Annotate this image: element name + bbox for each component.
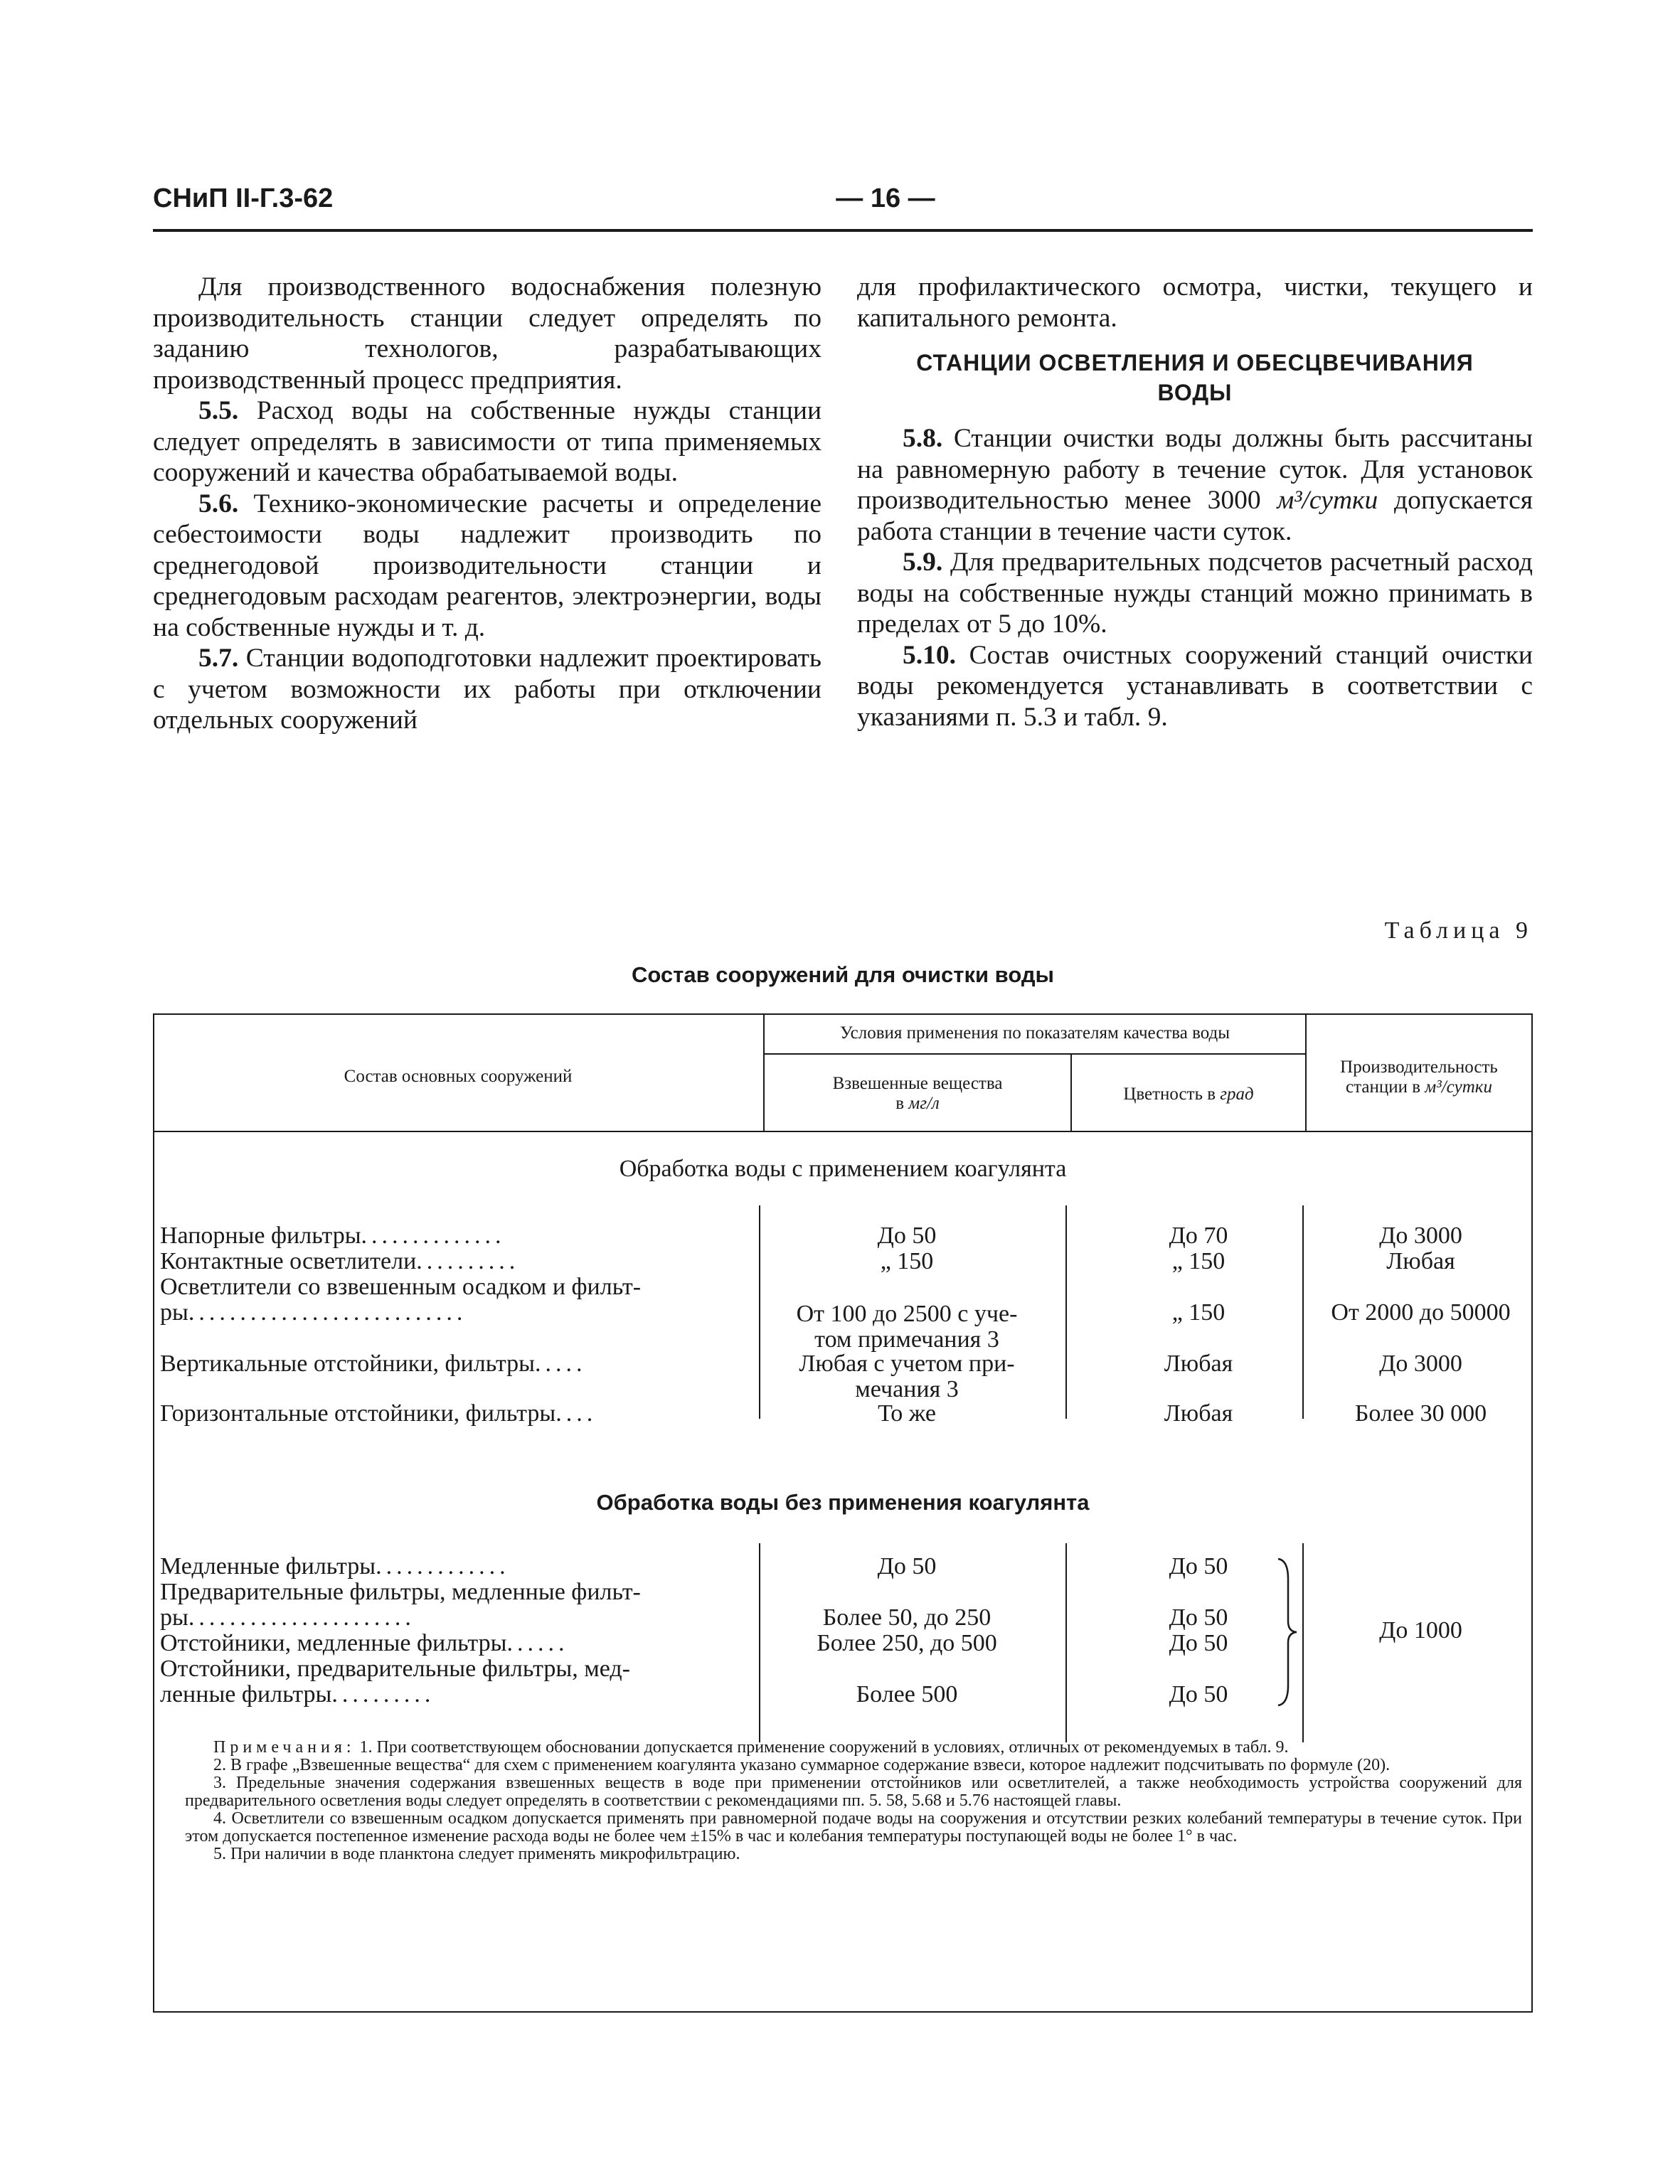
table-notes [185, 1739, 1522, 1863]
cell-capacity: До 3000 [1379, 1222, 1462, 1249]
paragraph-5-9 [857, 547, 1533, 640]
clause-number: 5.9. [903, 548, 943, 577]
table-top-rule [153, 1013, 1533, 1015]
note-2 [185, 1757, 1522, 1774]
leader-dots: .......... [331, 1681, 435, 1708]
table-bottom-rule [153, 2011, 1533, 2013]
paragraph-5-10 [857, 640, 1533, 733]
row-name-text: Осветлители со взвешенным осадком и фильт- [160, 1274, 642, 1300]
header-text: Взвешенные вещества [832, 1074, 1003, 1093]
cell-color: „ 150 [1171, 1248, 1226, 1274]
section-heading [857, 348, 1533, 407]
row-name-text: Напорные фильтры [160, 1223, 361, 1249]
row-name-text: Отстойники, медленные фильтры [160, 1631, 507, 1656]
row-name-text: Отстойники, предварительные фильтры, мед- [160, 1656, 631, 1682]
cell-suspended [765, 1351, 1049, 1402]
paragraph-text: Станции водоподготовки надлежит проектировать с учетом возможности их работы при отключении отдельных сооружений [153, 644, 822, 735]
row-name-text: ры [160, 1299, 188, 1326]
header-text: Производительность [1340, 1058, 1498, 1077]
cell-capacity: От 2000 до 50000 [1331, 1299, 1511, 1326]
clause-number: 5.6. [198, 489, 239, 518]
clause-number: 5.8. [903, 424, 943, 453]
cell-suspended: До 50 [877, 1222, 937, 1249]
header-conditions: Условия применения по показателям качества воды [839, 1023, 1230, 1043]
header-text: в [895, 1094, 904, 1113]
cell-color: Любая [1164, 1351, 1233, 1377]
note-4 [185, 1810, 1522, 1845]
clause-number: 5.7. [198, 644, 239, 673]
row-name-text: Предварительные фильтры, медленные фильт- [160, 1580, 641, 1605]
cell-text: мечания 3 [855, 1376, 959, 1402]
paragraph-text: Для производственного водоснабжения полезную производительность станции следует определять по заданию технологов, разрабатывающих производственный процесс предприятия. [153, 272, 822, 395]
cell-suspended: Более 250, до 500 [817, 1630, 997, 1656]
header-rule [153, 229, 1533, 232]
leader-dots: .... [555, 1401, 597, 1427]
row-name-text: Контактные осветлители [160, 1249, 417, 1274]
paragraph-text: Для предварительных подсчетов расчетный расход воды на собственные нужды станций можно принимать в пределах от 5 до 10%. [857, 548, 1533, 639]
note-text: 2. В графе „Взвешенные вещества“ для схем с применением коагулянта указано суммарное содержание взвеси, которое надлежит подсчитывать по формуле (20). [213, 1756, 1391, 1774]
paragraph-5-6 [153, 489, 822, 644]
row-name-text: Вертикальные отстойники, фильтры [160, 1351, 536, 1377]
page-number: — 16 — [836, 183, 935, 213]
cell-text: Любая с учетом при- [799, 1351, 1015, 1377]
section-heading-line: СТАНЦИИ ОСВЕТЛЕНИЯ И ОБЕСЦВЕЧИВАНИЯ [916, 350, 1474, 375]
leader-dots: ...................... [188, 1604, 415, 1631]
cell-suspended: Более 500 [856, 1681, 958, 1708]
cell-suspended: Более 50, до 250 [822, 1604, 991, 1631]
cell-capacity-group: До 1000 [1379, 1617, 1462, 1644]
paragraph [857, 272, 1533, 334]
header-composition: Состав основных сооружений [344, 1067, 573, 1086]
note-1 [185, 1739, 1522, 1757]
row-name-text: Горизонтальные отстойники, фильтры [160, 1401, 556, 1427]
cell-text: том примечания 3 [814, 1326, 999, 1353]
table-9 [153, 1013, 1533, 2013]
leader-dots: ..... [535, 1351, 587, 1377]
cell-suspended [765, 1301, 1049, 1353]
header-subrule [763, 1053, 1305, 1055]
table-title: Состав сооружений для очистки воды [632, 962, 1054, 987]
paragraph-text: Станции очистки воды должны быть рассчитаны на равномерную работу в течение суток. Для установок производительностью менее 3000 [857, 424, 1533, 515]
paragraph-5-7 [153, 643, 822, 736]
cell-capacity: Более 30 000 [1354, 1400, 1487, 1427]
section-heading-line: ВОДЫ [1157, 380, 1233, 405]
section-title-with-coagulant: Обработка воды с применением коагулянта [619, 1156, 1067, 1182]
leader-dots: .......... [416, 1249, 520, 1274]
header-color [1072, 1085, 1305, 1104]
left-text-column [153, 272, 822, 736]
note-text: 3. Предельные значения содержания взвешенных веществ в воде при применении отстойников или осветлителей, а также необходимость устройства сооружений для предварительного осветления воды следует определять в соответствии с рекомендациями пп. 5. 58, 5.68 и 5.76 настоящей главы. [185, 1774, 1522, 1810]
leader-dots: ............. [376, 1554, 510, 1580]
note-3 [185, 1774, 1522, 1810]
unit-text: град [1220, 1085, 1254, 1104]
cell-suspended: До 50 [877, 1553, 937, 1580]
header-text: Цветность в [1123, 1085, 1216, 1104]
leader-dots: ........................... [188, 1299, 467, 1326]
header-suspended [765, 1074, 1070, 1114]
cell-suspended: „ 150 [880, 1248, 934, 1274]
page-header [153, 183, 1533, 226]
note-text: 1. При соответствующем обосновании допускается применение сооружений в условиях, отличных от рекомендуемых в табл. 9. [359, 1738, 1289, 1757]
document-code: СНиП II-Г.3-62 [153, 183, 334, 213]
row-name-text: ленные фильтры [160, 1681, 332, 1708]
table-number: Таблица 9 [1384, 917, 1533, 944]
cell-text: От 100 до 2500 с уче- [796, 1301, 1018, 1327]
cell-capacity: Любая [1386, 1248, 1455, 1274]
clause-number: 5.10. [903, 640, 956, 670]
leader-dots: ...... [506, 1631, 569, 1656]
clause-number: 5.5. [198, 396, 239, 425]
paragraph-5-5 [153, 395, 822, 489]
paragraph-text: допускается работа станции в течение части суток. [857, 486, 1533, 546]
row-name-text: Медленные фильтры [160, 1554, 376, 1580]
right-text-column [857, 272, 1533, 733]
column-divider [1065, 1205, 1067, 1419]
section-title-without-coagulant: Обработка воды без применения коагулянта [596, 1490, 1090, 1515]
cell-color: До 70 [1169, 1222, 1228, 1249]
cell-color: До 50 [1169, 1681, 1228, 1708]
note-5 [185, 1845, 1522, 1863]
cell-color: До 50 [1169, 1604, 1228, 1631]
row-name-text: ры [160, 1604, 188, 1631]
notes-label: Примечания: [213, 1738, 356, 1757]
paragraph-text: Технико-экономические расчеты и определение себестоимости воды надлежит производить по среднегодовой производительности станции и среднегодовым расходам реагентов, электроэнергии, воды на собственные нужды и т. д. [153, 489, 822, 642]
unit-text: м³/сутки [1277, 486, 1378, 515]
cell-color: До 50 [1169, 1553, 1228, 1580]
unit-text: мг/л [908, 1094, 940, 1113]
unit-text: м³/сутки [1425, 1077, 1492, 1097]
paragraph-text: Состав очистных сооружений станций очистки воды рекомендуется устанавливать в соответствии с указаниями п. 5.3 и табл. 9. [857, 640, 1533, 732]
paragraph-text: Расход воды на собственные нужды станции следует определять в зависимости от типа применяемых сооружений и качества обрабатываемой воды. [153, 396, 822, 487]
note-text: 4. Осветлители со взвешенным осадком допускается применять при равномерной подаче воды на сооружения и отсутствии резких колебаний температуры в течение суток. При этом допускается постепенное изменение расхода воды не более чем ±15% в час и колебания температуры поступающей воды не более 1° в час. [185, 1809, 1522, 1845]
header-text: станции в [1346, 1077, 1421, 1097]
paragraph [153, 272, 822, 395]
cell-color: „ 150 [1171, 1299, 1226, 1326]
column-divider [1065, 1543, 1067, 1742]
cell-capacity: До 3000 [1379, 1351, 1462, 1377]
paragraph-text: для профилактического осмотра, чистки, текущего и капитального ремонта. [857, 272, 1533, 333]
cell-color: До 50 [1169, 1630, 1228, 1656]
leader-dots: .............. [361, 1223, 506, 1249]
cell-color: Любая [1164, 1400, 1233, 1427]
note-text: 5. При наличии в воде планктона следует применять микрофильтрацию. [213, 1845, 740, 1863]
cell-suspended: То же [878, 1400, 936, 1427]
paragraph-5-8 [857, 423, 1533, 547]
header-bottom-rule [153, 1131, 1533, 1132]
header-capacity [1307, 1058, 1531, 1097]
right-brace-icon [1277, 1557, 1298, 1707]
